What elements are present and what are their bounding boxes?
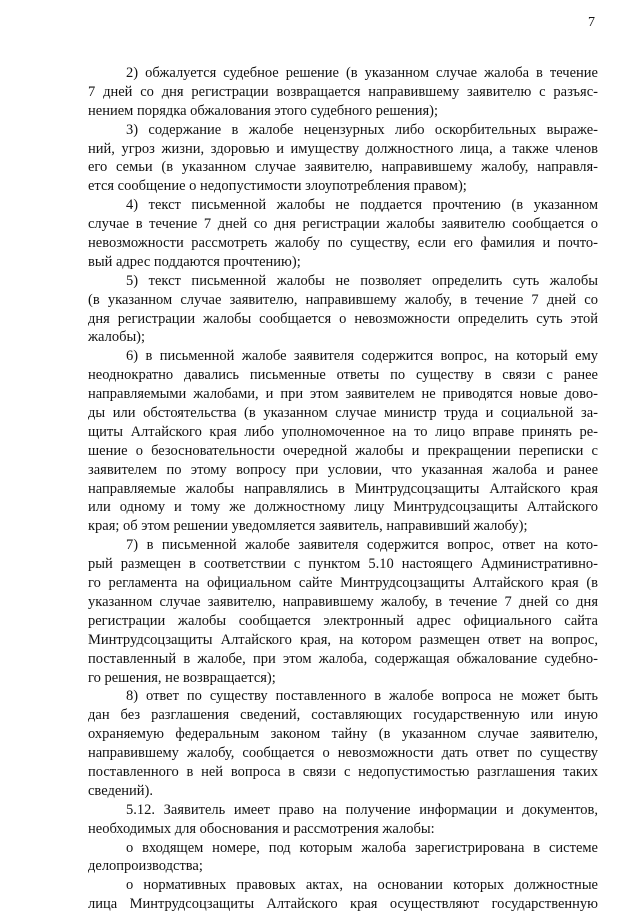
- text-line: сведений).: [88, 782, 153, 799]
- text-line: направляемые жалобы направлялись в Минтрудсоцзащиты Алтайского края: [88, 480, 598, 497]
- text-line: необходимых для обоснования и рассмотрения жалобы:: [88, 820, 435, 837]
- text-line: 6) в письменной жалобе заявителя содержится вопрос, на который ему: [126, 348, 598, 365]
- paragraph: [88, 196, 598, 272]
- paragraph: [88, 876, 598, 914]
- paragraph: [88, 536, 598, 687]
- text-line: вый адрес поддаются прочтению);: [88, 253, 301, 270]
- text-line: края; об этом решении уведомляется заявитель, направивший жалобу);: [88, 518, 528, 535]
- text-line: делопроизводства;: [88, 858, 203, 875]
- text-line: дня регистрации жалобы сообщается о невозможности определить суть этой: [88, 310, 598, 327]
- text-line: Минтрудсоцзащиты Алтайского края, на котором размещен ответ на вопрос,: [88, 631, 598, 648]
- text-line: дан без разглашения сведений, составляющих государственную или иную: [88, 707, 598, 724]
- text-line: неоднократно давались письменные ответы по существу в связи с ранее: [88, 367, 598, 384]
- text-line: направившему жалобу, сообщается о невозможности дать ответ по существу: [88, 745, 598, 762]
- text-line: поставленный в жалобе, при этом жалоба, содержащая обжалование судебно-: [88, 650, 598, 667]
- text-line: шение о безосновательности очередной жалобы и прекращении переписки с: [88, 442, 598, 459]
- text-line: лица Минтрудсоцзащиты Алтайского края осуществляют государственную: [88, 896, 598, 913]
- paragraph: [88, 801, 598, 839]
- text-line: 7) в письменной жалобе заявителя содержится вопрос, ответ на кото-: [126, 537, 598, 554]
- text-line: 8) ответ по существу поставленного в жалобе вопроса не может быть: [126, 688, 598, 705]
- paragraph: [88, 272, 598, 348]
- text-line: его семьи (в указанном случае заявителю, направившему жалобу, направля-: [88, 159, 598, 176]
- text-line: 3) содержание в жалобе нецензурных либо оскорбительных выраже-: [126, 121, 598, 138]
- text-line: го решения, не возвращается);: [88, 669, 276, 686]
- paragraph: [88, 64, 598, 121]
- paragraph: [88, 839, 598, 877]
- text-line: 2) обжалуется судебное решение (в указанном случае жалоба в течение: [126, 65, 598, 81]
- text-line: о входящем номере, под которым жалоба зарегистрирована в системе: [126, 839, 598, 856]
- text-line: регистрации жалобы сообщается электронный адрес официального сайта: [88, 612, 598, 629]
- text-line: или одному и тому же должностному лицу Минтрудсоцзащиты Алтайского: [88, 499, 598, 516]
- text-line: щиты Алтайского края либо уполномоченное на то лицо вправе принять ре-: [88, 423, 598, 440]
- text-line: го регламента на официальном сайте Минтрудсоцзащиты Алтайского края (в: [88, 575, 598, 592]
- text-line: 5) текст письменной жалобы не позволяет определить суть жалобы: [126, 272, 598, 289]
- text-line: 5.12. Заявитель имеет право на получение информации и документов,: [126, 801, 598, 818]
- text-line: о нормативных правовых актах, на основании которых должностные: [126, 877, 598, 894]
- body-text: [88, 64, 598, 914]
- text-line: охраняемую федеральным законом тайну (в указанном случае заявителю,: [88, 726, 598, 743]
- text-line: ется сообщение о недопустимости злоупотребления правом);: [88, 178, 467, 195]
- text-line: случае в течение 7 дней со дня регистрации жалобы заявителю сообщается о: [88, 216, 598, 233]
- text-line: поставленного в ней вопроса в связи с недопустимостью разглашения таких: [88, 763, 598, 780]
- paragraph: [88, 347, 598, 536]
- text-line: рый размещен в соответствии с пунктом 5.10 настоящего Административно-: [88, 556, 598, 573]
- text-line: указанном случае заявителю, направившему жалобу, в течение 7 дней со дня: [88, 593, 598, 610]
- text-line: ний, угроз жизни, здоровью и имуществу должностного лица, а также членов: [88, 140, 598, 157]
- text-line: 7 дней со дня регистрации возвращается направившему заявителю с разъяс-: [88, 83, 598, 100]
- paragraph: [88, 121, 598, 197]
- text-line: направляемыми жалобами, и при этом заявителем не приводятся новые дово-: [88, 386, 598, 403]
- text-line: нением порядка обжалования этого судебного решения);: [88, 102, 439, 119]
- paragraph: [88, 687, 598, 800]
- text-line: жалобы);: [88, 329, 146, 346]
- text-line: заявителем по этому вопросу при условии, что указанная жалоба и ранее: [88, 461, 598, 478]
- page-number: 7: [588, 15, 595, 30]
- text-line: невозможности рассмотреть жалобу по существу, если его фамилия и почто-: [88, 235, 598, 252]
- text-line: 4) текст письменной жалобы не поддается прочтению (в указанном: [126, 197, 598, 214]
- text-line: ды или обстоятельства (в указанном случае министр труда и социальной за-: [88, 405, 598, 422]
- text-line: (в указанном случае заявителю, направившему жалобу, в течение 7 дней со: [88, 291, 598, 308]
